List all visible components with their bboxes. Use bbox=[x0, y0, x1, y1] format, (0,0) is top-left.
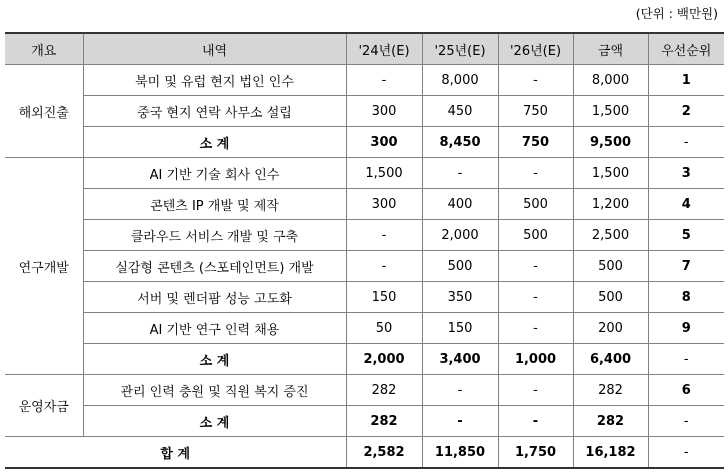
header-amount: 금액 bbox=[573, 33, 648, 65]
subtotal-row bbox=[5, 127, 724, 158]
y24-cell: 282 bbox=[346, 406, 422, 437]
amount-cell: 500 bbox=[573, 282, 648, 313]
table-row bbox=[5, 65, 724, 96]
priority-cell: 2 bbox=[648, 96, 724, 127]
y26-cell: 500 bbox=[498, 189, 573, 220]
y25-cell: 3,400 bbox=[422, 344, 498, 375]
item-cell: AI 기반 연구 인력 채용 bbox=[83, 313, 346, 344]
amount-cell: 9,500 bbox=[573, 127, 648, 158]
item-cell: 서버 및 렌더팜 성능 고도화 bbox=[83, 282, 346, 313]
y25-cell: 350 bbox=[422, 282, 498, 313]
y24-cell: 300 bbox=[346, 189, 422, 220]
y24-cell: 300 bbox=[346, 127, 422, 158]
amount-cell: 1,500 bbox=[573, 96, 648, 127]
subtotal-label: 소 계 bbox=[83, 406, 346, 437]
header-row bbox=[5, 33, 724, 65]
y24-cell: 2,000 bbox=[346, 344, 422, 375]
y26-cell: 500 bbox=[498, 220, 573, 251]
priority-cell: 5 bbox=[648, 220, 724, 251]
table-row bbox=[5, 282, 724, 313]
table-row bbox=[5, 220, 724, 251]
header-priority: 우선순위 bbox=[648, 33, 724, 65]
y26-cell: 1,000 bbox=[498, 344, 573, 375]
y24-cell: - bbox=[346, 220, 422, 251]
y24-cell: 150 bbox=[346, 282, 422, 313]
y26-cell: - bbox=[498, 282, 573, 313]
priority-cell: - bbox=[648, 127, 724, 158]
priority-cell: 7 bbox=[648, 251, 724, 282]
y26-cell: - bbox=[498, 375, 573, 406]
priority-cell: - bbox=[648, 344, 724, 375]
fund-usage-table bbox=[5, 32, 724, 469]
header-item: 내역 bbox=[83, 33, 346, 65]
amount-cell: 16,182 bbox=[573, 437, 648, 469]
y26-cell: - bbox=[498, 65, 573, 96]
y26-cell: 750 bbox=[498, 96, 573, 127]
header-2026: '26년(E) bbox=[498, 33, 573, 65]
y25-cell: - bbox=[422, 375, 498, 406]
unit-note: (단위 : 백만원) bbox=[635, 6, 718, 21]
y24-cell: 2,582 bbox=[346, 437, 422, 469]
category-cell: 연구개발 bbox=[5, 158, 83, 375]
y25-cell: 500 bbox=[422, 251, 498, 282]
priority-cell: 4 bbox=[648, 189, 724, 220]
amount-cell: 8,000 bbox=[573, 65, 648, 96]
y25-cell: - bbox=[422, 158, 498, 189]
priority-cell: - bbox=[648, 437, 724, 469]
y24-cell: 282 bbox=[346, 375, 422, 406]
amount-cell: 2,500 bbox=[573, 220, 648, 251]
table-row bbox=[5, 96, 724, 127]
table-row bbox=[5, 251, 724, 282]
item-cell: 관리 인력 충원 및 직원 복지 증진 bbox=[83, 375, 346, 406]
y26-cell: 1,750 bbox=[498, 437, 573, 469]
y24-cell: 1,500 bbox=[346, 158, 422, 189]
item-cell: 중국 현지 연락 사무소 설립 bbox=[83, 96, 346, 127]
subtotal-label: 소 계 bbox=[83, 344, 346, 375]
amount-cell: 282 bbox=[573, 406, 648, 437]
y26-cell: - bbox=[498, 313, 573, 344]
y24-cell: 300 bbox=[346, 96, 422, 127]
y26-cell: - bbox=[498, 158, 573, 189]
y25-cell: 450 bbox=[422, 96, 498, 127]
header-2025: '25년(E) bbox=[422, 33, 498, 65]
table-row bbox=[5, 189, 724, 220]
priority-cell: - bbox=[648, 406, 724, 437]
y25-cell: 8,000 bbox=[422, 65, 498, 96]
category-cell: 운영자금 bbox=[5, 375, 83, 437]
y26-cell: - bbox=[498, 406, 573, 437]
y25-cell: 8,450 bbox=[422, 127, 498, 158]
subtotal-row bbox=[5, 344, 724, 375]
y25-cell: 2,000 bbox=[422, 220, 498, 251]
amount-cell: 200 bbox=[573, 313, 648, 344]
amount-cell: 6,400 bbox=[573, 344, 648, 375]
y24-cell: - bbox=[346, 65, 422, 96]
table-row bbox=[5, 158, 724, 189]
table-row bbox=[5, 375, 724, 406]
subtotal-row bbox=[5, 406, 724, 437]
y25-cell: 150 bbox=[422, 313, 498, 344]
amount-cell: 282 bbox=[573, 375, 648, 406]
amount-cell: 1,200 bbox=[573, 189, 648, 220]
subtotal-label: 소 계 bbox=[83, 127, 346, 158]
total-label: 합 계 bbox=[5, 437, 346, 469]
y25-cell: 11,850 bbox=[422, 437, 498, 469]
total-row bbox=[5, 437, 724, 469]
priority-cell: 8 bbox=[648, 282, 724, 313]
y26-cell: - bbox=[498, 251, 573, 282]
amount-cell: 500 bbox=[573, 251, 648, 282]
header-category: 개요 bbox=[5, 33, 83, 65]
amount-cell: 1,500 bbox=[573, 158, 648, 189]
y24-cell: 50 bbox=[346, 313, 422, 344]
item-cell: 북미 및 유럽 현지 법인 인수 bbox=[83, 65, 346, 96]
priority-cell: 9 bbox=[648, 313, 724, 344]
item-cell: 클라우드 서비스 개발 및 구축 bbox=[83, 220, 346, 251]
item-cell: 콘텐츠 IP 개발 및 제작 bbox=[83, 189, 346, 220]
item-cell: AI 기반 기술 회사 인수 bbox=[83, 158, 346, 189]
header-2024: '24년(E) bbox=[346, 33, 422, 65]
y25-cell: - bbox=[422, 406, 498, 437]
y25-cell: 400 bbox=[422, 189, 498, 220]
priority-cell: 3 bbox=[648, 158, 724, 189]
table-row bbox=[5, 313, 724, 344]
item-cell: 실감형 콘텐츠 (스포테인먼트) 개발 bbox=[83, 251, 346, 282]
y26-cell: 750 bbox=[498, 127, 573, 158]
priority-cell: 1 bbox=[648, 65, 724, 96]
category-cell: 해외진출 bbox=[5, 65, 83, 158]
priority-cell: 6 bbox=[648, 375, 724, 406]
y24-cell: - bbox=[346, 251, 422, 282]
